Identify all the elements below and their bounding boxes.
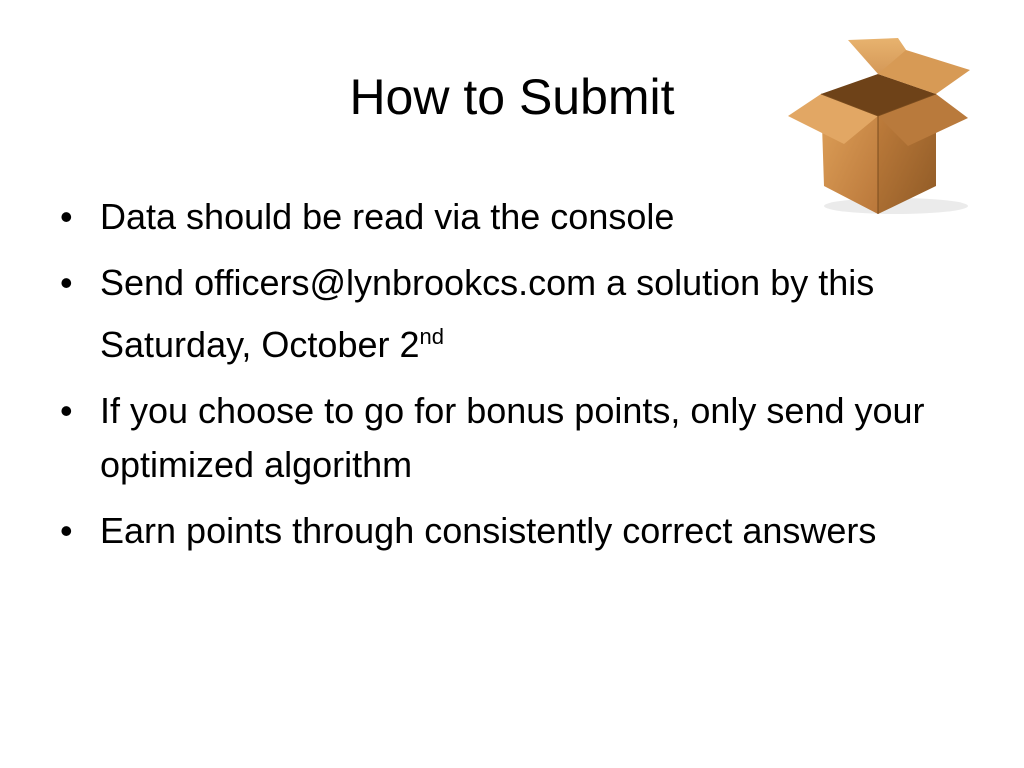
bullet-item (58, 256, 978, 372)
bullet-marker: • (60, 510, 73, 551)
bullet-marker: • (60, 262, 73, 303)
bullet-marker: • (60, 196, 73, 237)
superscript-text: nd (419, 324, 444, 349)
bullet-text: Data should be read via the console (100, 196, 675, 237)
bullet-text: Earn points through consistently correct answers (100, 510, 877, 551)
bullet-text: Send officers@lynbrookcs.com a solution by this Saturday, October 2 (100, 262, 875, 365)
bullet-item (58, 504, 978, 558)
bullet-list (58, 190, 978, 570)
slide-title: How to Submit (349, 69, 675, 125)
bullet-item (58, 384, 978, 492)
bullet-item (58, 190, 978, 244)
bullet-text: If you choose to go for bonus points, only send your optimized algorithm (100, 390, 925, 485)
bullet-marker: • (60, 390, 73, 431)
